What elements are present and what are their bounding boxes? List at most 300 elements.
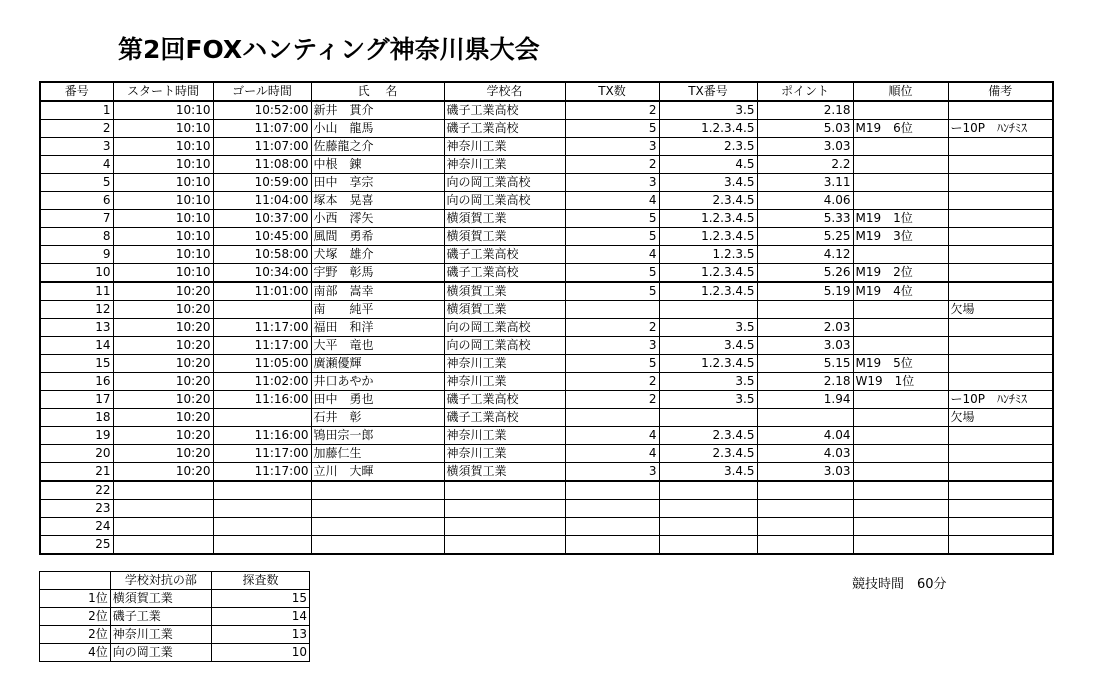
cell-school: 神奈川工業 [444,138,565,156]
cell-goal-time: 11:17:00 [213,319,311,337]
school-header-found-count: 探査数 [211,572,309,590]
cell-tx-count: 5 [565,264,659,283]
cell-rank [853,301,948,319]
cell-notes [948,445,1053,463]
cell-tx-count: 4 [565,246,659,264]
cell-rank [853,174,948,192]
cell-start-time: 10:10 [113,120,213,138]
school-header-row [40,572,310,590]
cell-goal-time: 11:01:00 [213,282,311,301]
cell-start-time [113,500,213,518]
cell-points: 3.03 [757,138,853,156]
cell-rank [853,409,948,427]
school-cell-name: 向の岡工業 [110,644,211,662]
school-cell-rank: 1位 [40,590,111,608]
cell-start-time [113,481,213,500]
header-number: 番号 [40,82,113,101]
cell-name: 南部 嵩幸 [311,282,444,301]
cell-goal-time [213,409,311,427]
cell-rank [853,427,948,445]
header-goal-time: ゴール時間 [213,82,311,101]
cell-rank [853,463,948,482]
cell-start-time: 10:10 [113,156,213,174]
school-header-rank [40,572,111,590]
school-cell-rank: 2位 [40,608,111,626]
cell-tx-count: 3 [565,463,659,482]
cell-goal-time [213,481,311,500]
school-cell-rank: 2位 [40,626,111,644]
school-ranking-table [39,571,310,662]
cell-tx-count: 4 [565,427,659,445]
cell-name [311,518,444,536]
cell-notes [948,282,1053,301]
cell-number: 1 [40,101,113,120]
cell-name: 大平 竜也 [311,337,444,355]
cell-points: 4.06 [757,192,853,210]
cell-rank [853,445,948,463]
cell-school: 横須賀工業 [444,210,565,228]
cell-school: 向の岡工業高校 [444,192,565,210]
header-start-time: スタート時間 [113,82,213,101]
cell-tx-count: 5 [565,355,659,373]
cell-rank [853,192,948,210]
list-item [40,626,310,644]
cell-goal-time [213,500,311,518]
cell-number: 21 [40,463,113,482]
cell-number: 15 [40,355,113,373]
cell-notes [948,264,1053,283]
table-row [40,319,1053,337]
cell-points: 4.03 [757,445,853,463]
cell-notes [948,500,1053,518]
cell-school: 横須賀工業 [444,301,565,319]
table-row [40,192,1053,210]
cell-notes [948,192,1053,210]
cell-school: 磯子工業高校 [444,246,565,264]
cell-rank: M19 1位 [853,210,948,228]
school-cell-name: 磯子工業 [110,608,211,626]
cell-rank [853,101,948,120]
table-row [40,246,1053,264]
cell-notes [948,174,1053,192]
cell-tx-numbers [659,518,757,536]
header-points: ポイント [757,82,853,101]
table-row [40,427,1053,445]
cell-tx-count: 2 [565,156,659,174]
table-row [40,463,1053,482]
table-row [40,282,1053,301]
cell-start-time: 10:20 [113,445,213,463]
school-cell-rank: 4位 [40,644,111,662]
cell-tx-count [565,301,659,319]
cell-goal-time: 11:02:00 [213,373,311,391]
school-cell-name: 横須賀工業 [110,590,211,608]
cell-rank [853,246,948,264]
cell-tx-numbers: 1.2.3.4.5 [659,120,757,138]
list-item [40,608,310,626]
cell-start-time: 10:10 [113,246,213,264]
cell-number: 25 [40,536,113,555]
cell-rank [853,481,948,500]
cell-notes: 欠場 [948,409,1053,427]
cell-school: 神奈川工業 [444,427,565,445]
cell-number: 19 [40,427,113,445]
cell-tx-numbers: 3.5 [659,101,757,120]
header-notes: 備考 [948,82,1053,101]
cell-points: 3.03 [757,337,853,355]
cell-notes [948,481,1053,500]
cell-points [757,409,853,427]
cell-number: 20 [40,445,113,463]
cell-notes: ー10P ﾊﾝﾁﾐｽ [948,391,1053,409]
cell-school: 神奈川工業 [444,373,565,391]
cell-number: 7 [40,210,113,228]
cell-school: 神奈川工業 [444,445,565,463]
cell-points: 5.33 [757,210,853,228]
cell-points [757,518,853,536]
table-row [40,445,1053,463]
cell-number: 16 [40,373,113,391]
cell-number: 5 [40,174,113,192]
cell-notes [948,427,1053,445]
header-rank: 順位 [853,82,948,101]
cell-name: 小西 澪矢 [311,210,444,228]
cell-points: 5.19 [757,282,853,301]
cell-tx-numbers: 1.2.3.5 [659,246,757,264]
cell-school: 磯子工業高校 [444,101,565,120]
cell-name: 新井 貫介 [311,101,444,120]
cell-name: 犬塚 雄介 [311,246,444,264]
cell-school: 神奈川工業 [444,156,565,174]
cell-number: 8 [40,228,113,246]
cell-name: 田中 勇也 [311,391,444,409]
cell-rank [853,156,948,174]
school-cell-count: 13 [211,626,309,644]
school-cell-count: 14 [211,608,309,626]
cell-points: 3.03 [757,463,853,482]
cell-start-time: 10:10 [113,101,213,120]
cell-start-time [113,536,213,555]
table-row [40,301,1053,319]
cell-start-time: 10:20 [113,373,213,391]
table-row [40,228,1053,246]
cell-notes [948,355,1053,373]
cell-goal-time: 10:59:00 [213,174,311,192]
cell-rank: M19 4位 [853,282,948,301]
cell-tx-numbers: 3.5 [659,373,757,391]
cell-goal-time: 11:16:00 [213,427,311,445]
cell-tx-numbers [659,536,757,555]
cell-goal-time: 10:37:00 [213,210,311,228]
cell-number: 11 [40,282,113,301]
cell-number: 12 [40,301,113,319]
cell-name: 加藤仁生 [311,445,444,463]
cell-school [444,481,565,500]
cell-points: 5.25 [757,228,853,246]
cell-start-time: 10:10 [113,228,213,246]
cell-goal-time: 11:07:00 [213,120,311,138]
cell-rank [853,500,948,518]
table-row [40,409,1053,427]
cell-number: 2 [40,120,113,138]
header-name: 氏 名 [311,82,444,101]
cell-name: 立川 大暉 [311,463,444,482]
cell-points [757,500,853,518]
cell-start-time: 10:20 [113,337,213,355]
header-tx-count: TX数 [565,82,659,101]
cell-tx-numbers: 3.4.5 [659,337,757,355]
cell-start-time: 10:20 [113,463,213,482]
table-row [40,500,1053,518]
cell-school: 横須賀工業 [444,463,565,482]
cell-tx-count [565,518,659,536]
cell-notes [948,138,1053,156]
cell-number: 22 [40,481,113,500]
cell-tx-count: 4 [565,445,659,463]
cell-tx-count [565,409,659,427]
table-row [40,481,1053,500]
cell-tx-count: 2 [565,373,659,391]
cell-tx-numbers: 1.2.3.4.5 [659,228,757,246]
cell-start-time: 10:10 [113,138,213,156]
cell-rank: M19 2位 [853,264,948,283]
cell-name: 風間 勇希 [311,228,444,246]
cell-school [444,518,565,536]
cell-tx-numbers [659,301,757,319]
school-cell-count: 10 [211,644,309,662]
cell-name [311,500,444,518]
cell-start-time: 10:20 [113,319,213,337]
cell-name: 佐藤龍之介 [311,138,444,156]
cell-school: 横須賀工業 [444,228,565,246]
cell-start-time: 10:10 [113,210,213,228]
cell-school: 磯子工業高校 [444,391,565,409]
table-header-row [40,82,1053,101]
cell-tx-numbers: 2.3.4.5 [659,427,757,445]
cell-school: 磯子工業高校 [444,120,565,138]
table-row [40,373,1053,391]
cell-school [444,536,565,555]
table-row [40,355,1053,373]
cell-rank: M19 5位 [853,355,948,373]
cell-points: 2.18 [757,101,853,120]
table-row [40,518,1053,536]
cell-notes [948,101,1053,120]
cell-rank [853,518,948,536]
header-tx-numbers: TX番号 [659,82,757,101]
cell-notes [948,228,1053,246]
cell-goal-time: 11:17:00 [213,463,311,482]
cell-goal-time: 11:04:00 [213,192,311,210]
cell-goal-time: 11:08:00 [213,156,311,174]
cell-start-time: 10:20 [113,301,213,319]
cell-start-time: 10:10 [113,192,213,210]
cell-name: 廣瀬優輝 [311,355,444,373]
cell-tx-numbers: 2.3.4.5 [659,192,757,210]
cell-tx-count [565,500,659,518]
cell-start-time: 10:20 [113,409,213,427]
cell-tx-numbers: 3.5 [659,391,757,409]
cell-tx-numbers: 3.4.5 [659,174,757,192]
cell-tx-count: 5 [565,282,659,301]
cell-tx-count: 2 [565,319,659,337]
cell-points [757,481,853,500]
cell-notes [948,337,1053,355]
header-school: 学校名 [444,82,565,101]
table-row [40,101,1053,120]
cell-school: 神奈川工業 [444,355,565,373]
cell-number: 3 [40,138,113,156]
cell-goal-time: 10:45:00 [213,228,311,246]
cell-name: 南 純平 [311,301,444,319]
cell-tx-numbers: 2.3.4.5 [659,445,757,463]
cell-rank [853,391,948,409]
cell-goal-time: 11:17:00 [213,337,311,355]
cell-points: 1.94 [757,391,853,409]
cell-school: 向の岡工業高校 [444,337,565,355]
cell-points: 5.26 [757,264,853,283]
cell-start-time: 10:10 [113,264,213,283]
cell-number: 18 [40,409,113,427]
cell-goal-time: 11:17:00 [213,445,311,463]
cell-start-time: 10:10 [113,174,213,192]
cell-name: 中根 錬 [311,156,444,174]
table-row [40,264,1053,283]
cell-rank: M19 3位 [853,228,948,246]
cell-tx-numbers: 1.2.3.4.5 [659,282,757,301]
cell-tx-numbers: 2.3.5 [659,138,757,156]
competition-duration: 競技時間 60分 [852,577,947,592]
cell-tx-count: 3 [565,174,659,192]
cell-points: 2.18 [757,373,853,391]
page-title: 第2回FOXハンティング神奈川県大会 [118,35,540,64]
cell-tx-numbers: 1.2.3.4.5 [659,210,757,228]
cell-rank: M19 6位 [853,120,948,138]
cell-name: 小山 龍馬 [311,120,444,138]
cell-points [757,301,853,319]
cell-number: 9 [40,246,113,264]
cell-school: 向の岡工業高校 [444,319,565,337]
cell-points [757,536,853,555]
cell-notes [948,373,1053,391]
cell-name [311,481,444,500]
cell-points: 5.15 [757,355,853,373]
cell-name [311,536,444,555]
table-row [40,174,1053,192]
cell-notes: ー10P ﾊﾝﾁﾐｽ [948,120,1053,138]
cell-number: 24 [40,518,113,536]
cell-points: 2.03 [757,319,853,337]
table-row [40,391,1053,409]
cell-name: 石井 彰 [311,409,444,427]
cell-rank [853,319,948,337]
cell-notes [948,536,1053,555]
cell-number: 23 [40,500,113,518]
cell-notes [948,210,1053,228]
cell-tx-numbers: 1.2.3.4.5 [659,355,757,373]
list-item [40,590,310,608]
cell-tx-count: 2 [565,391,659,409]
cell-goal-time: 10:52:00 [213,101,311,120]
cell-tx-count: 5 [565,210,659,228]
cell-number: 6 [40,192,113,210]
cell-goal-time: 11:16:00 [213,391,311,409]
cell-name: 鴇田宗一郎 [311,427,444,445]
cell-goal-time [213,536,311,555]
cell-school: 磯子工業高校 [444,264,565,283]
cell-points: 5.03 [757,120,853,138]
cell-points: 4.12 [757,246,853,264]
cell-goal-time: 11:05:00 [213,355,311,373]
cell-tx-numbers: 3.4.5 [659,463,757,482]
cell-name: 塚本 晃喜 [311,192,444,210]
cell-name: 田中 享宗 [311,174,444,192]
school-cell-count: 15 [211,590,309,608]
cell-goal-time: 10:58:00 [213,246,311,264]
cell-number: 17 [40,391,113,409]
cell-points: 3.11 [757,174,853,192]
cell-notes: 欠場 [948,301,1053,319]
cell-points: 2.2 [757,156,853,174]
cell-start-time: 10:20 [113,391,213,409]
list-item [40,644,310,662]
cell-goal-time [213,518,311,536]
cell-goal-time: 11:07:00 [213,138,311,156]
cell-tx-count [565,536,659,555]
cell-tx-count: 5 [565,120,659,138]
cell-notes [948,156,1053,174]
cell-name: 宇野 彰馬 [311,264,444,283]
cell-name: 福田 和洋 [311,319,444,337]
cell-goal-time [213,301,311,319]
cell-name: 井口あやか [311,373,444,391]
cell-tx-numbers [659,409,757,427]
cell-tx-numbers: 4.5 [659,156,757,174]
school-cell-name: 神奈川工業 [110,626,211,644]
cell-tx-count: 4 [565,192,659,210]
cell-notes [948,319,1053,337]
cell-tx-numbers: 3.5 [659,319,757,337]
cell-school: 横須賀工業 [444,282,565,301]
table-row [40,337,1053,355]
cell-rank [853,536,948,555]
table-row [40,210,1053,228]
cell-number: 10 [40,264,113,283]
results-table [39,81,1054,555]
table-row [40,138,1053,156]
school-header-division: 学校対抗の部 [110,572,211,590]
cell-tx-count: 2 [565,101,659,120]
cell-notes [948,246,1053,264]
table-row [40,156,1053,174]
cell-rank [853,138,948,156]
cell-tx-count [565,481,659,500]
cell-rank: W19 1位 [853,373,948,391]
cell-school: 磯子工業高校 [444,409,565,427]
cell-points: 4.04 [757,427,853,445]
cell-number: 13 [40,319,113,337]
cell-start-time [113,518,213,536]
cell-tx-count: 3 [565,138,659,156]
cell-tx-numbers [659,500,757,518]
cell-start-time: 10:20 [113,355,213,373]
table-row [40,120,1053,138]
cell-tx-count: 3 [565,337,659,355]
cell-tx-count: 5 [565,228,659,246]
cell-tx-numbers: 1.2.3.4.5 [659,264,757,283]
cell-tx-numbers [659,481,757,500]
cell-rank [853,337,948,355]
